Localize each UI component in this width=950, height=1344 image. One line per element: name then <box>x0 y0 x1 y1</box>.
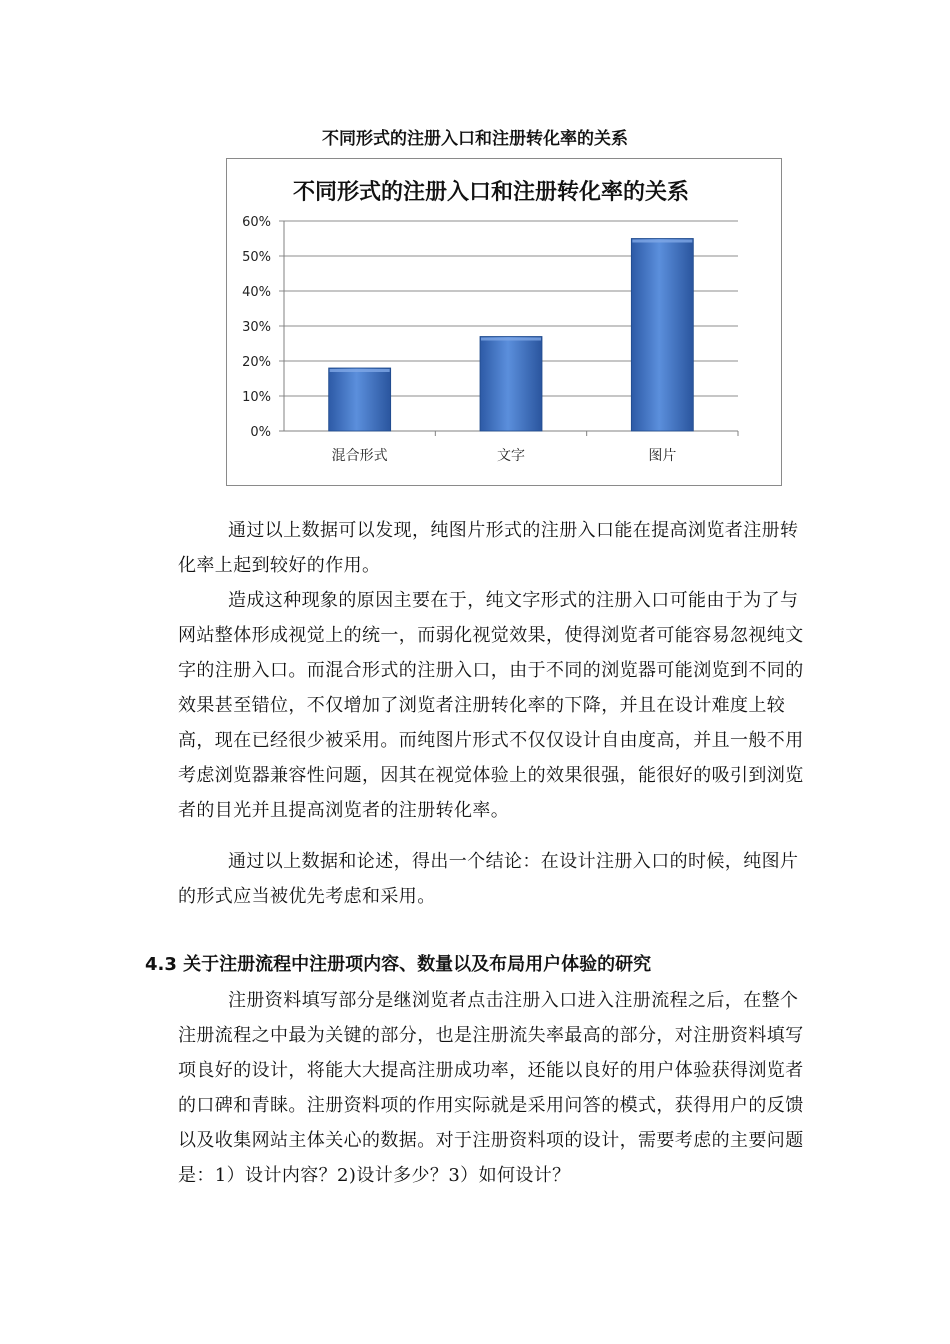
chart-caption: 不同形式的注册入口和注册转化率的关系 <box>322 129 628 149</box>
paragraph-2: 造成这种现象的原因主要在于，纯文字形式的注册入口可能由于为了与网站整体形成视觉上的统一，而弱化视觉效果，使得浏览者可能容易忽视纯文字的注册入口。而混合形式的注册入口，由于不同的浏览器可能浏览到不同的效果甚至错位，不仅增加了浏览者注册转化率的下降，并且在设计难度上较高，现在已经很少被采用。而纯图片形式不仅仅设计自由度高，并且一般不用考虑浏览器兼容性问题，因其在视觉体验上的效果很强，能很好的吸引到浏览者的目光并且提高浏览者的注册转化率。 <box>178 590 804 821</box>
y-tick-label: 10% <box>242 390 271 405</box>
chart-canvas <box>227 159 781 485</box>
bar-highlight <box>632 240 692 243</box>
bar-highlight <box>330 369 390 372</box>
bar-highlight <box>481 338 541 341</box>
bar-1 <box>329 368 391 431</box>
y-tick-label: 30% <box>242 320 271 335</box>
section-paragraph: 注册资料填写部分是继浏览者点击注册入口进入注册流程之后，在整个注册流程之中最为关键的部分，也是注册流失率最高的部分，对注册资料填写项良好的设计，将能大大提高注册成功率，还能以良好的用户体验获得浏览者的口碑和青睐。注册资料项的作用实际就是采用问答的模式，获得用户的反馈以及收集网站主体关心的数据。对于注册资料项的设计，需要考虑的主要问题是：1）设计内容？2)设计多少？3）如何设计？ <box>178 990 804 1186</box>
y-tick-label: 60% <box>242 215 271 230</box>
section-heading: 4.3 关于注册流程中注册项内容、数量以及布局用户体验的研究 <box>145 954 652 975</box>
y-tick-label: 0% <box>250 425 271 440</box>
y-tick-label: 50% <box>242 250 271 265</box>
chart-bars <box>329 239 694 432</box>
paragraph-3: 通过以上数据和论述，得出一个结论：在设计注册入口的时候，纯图片的形式应当被优先考虑和采用。 <box>178 851 799 907</box>
chart-title: 不同形式的注册入口和注册转化率的关系 <box>292 180 690 205</box>
bar-3 <box>631 239 693 432</box>
x-category-label: 文字 <box>497 448 525 464</box>
x-axis-labels <box>332 447 677 464</box>
x-category-label: 图片 <box>648 448 677 464</box>
y-tick-label: 20% <box>242 355 271 370</box>
x-category-label: 混合形式 <box>331 448 388 464</box>
bar-2 <box>480 337 542 432</box>
bar-chart <box>226 158 782 486</box>
y-tick-label: 40% <box>242 285 271 300</box>
y-axis-ticks <box>242 215 271 440</box>
paragraph-1: 通过以上数据可以发现，纯图片形式的注册入口能在提高浏览者注册转化率上起到较好的作用。 <box>178 520 799 576</box>
